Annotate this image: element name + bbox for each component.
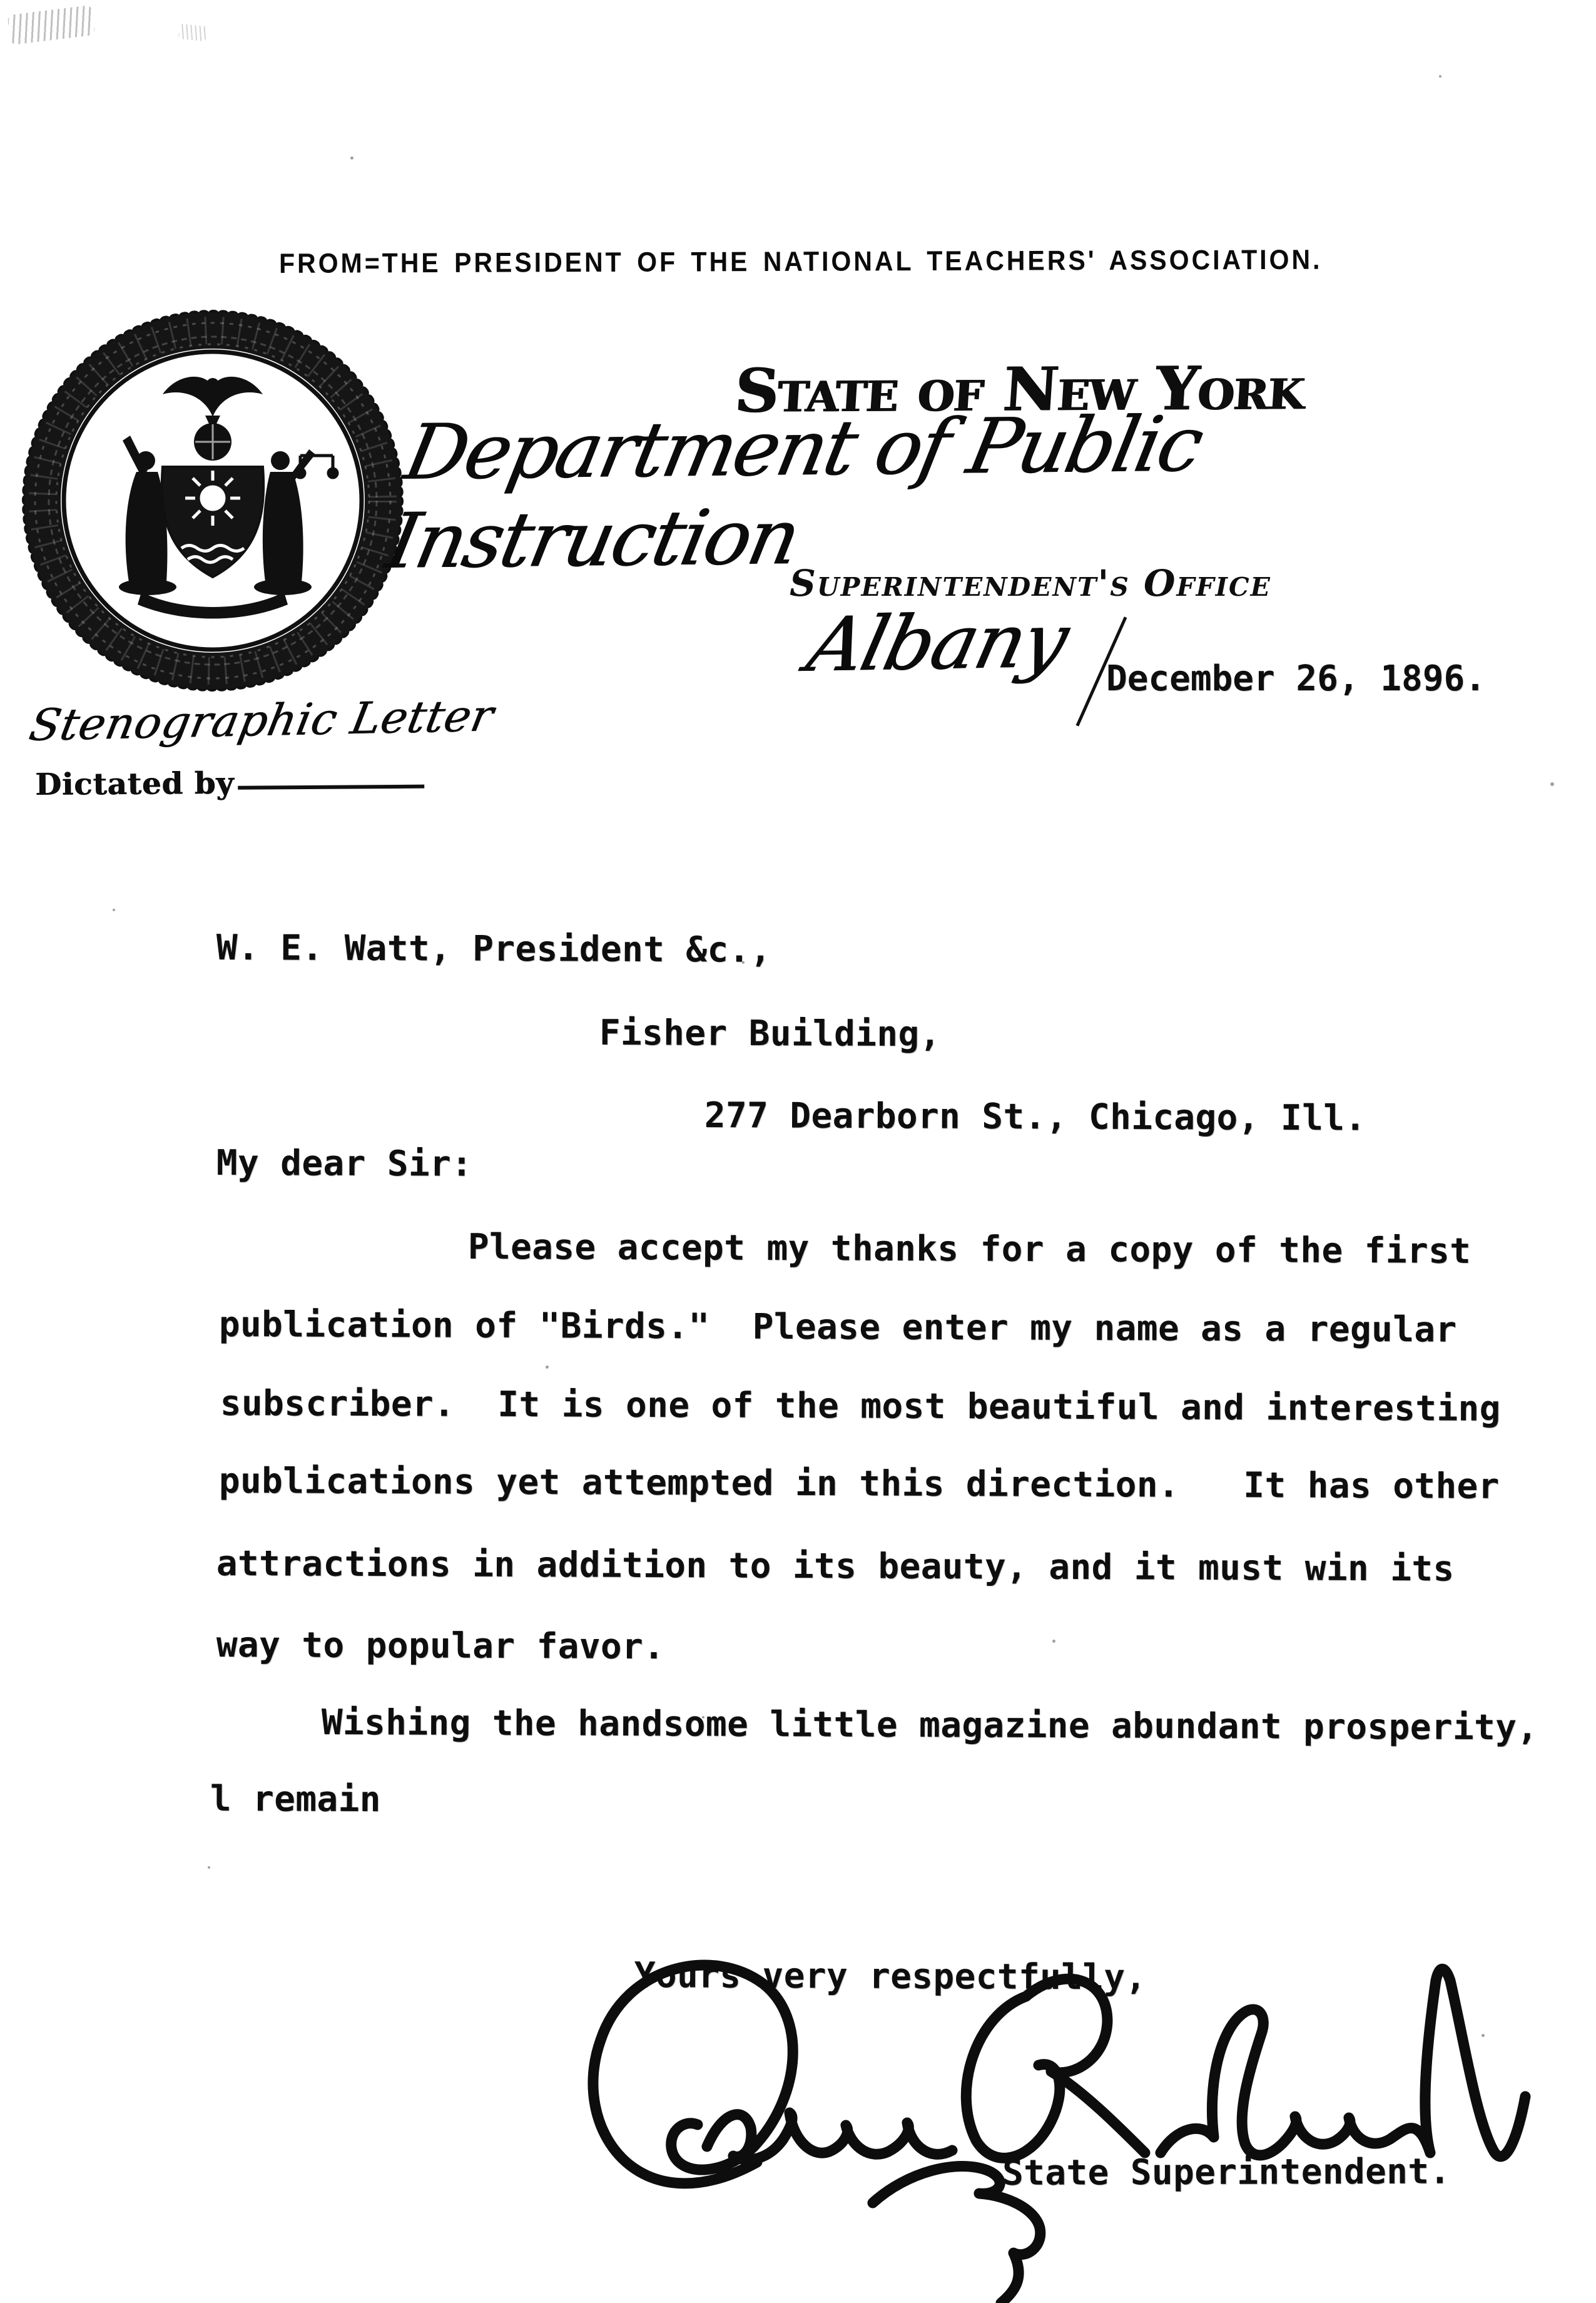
handwritten-signature [563,1940,1596,2303]
body-line: subscriber. It is one of the most beautiful and interesting [220,1383,1501,1429]
ink-speck [1439,75,1441,78]
dictated-by-text: Dictated by [35,765,235,802]
letterhead-office-line: Superintendent's Office [790,562,1271,605]
letterhead-state-title: State of New York [732,352,1306,426]
masthead-title: FROM=THE PRESIDENT OF THE NATIONAL TEACHERS' ASSOCIATION. [279,243,1323,279]
letterhead-department-script: Department of Public Instruction [379,399,1209,586]
dictated-by-label [35,765,424,802]
ink-speck [350,156,353,160]
body-line: Wishing the handsome little magazine abundant prosperity, [321,1702,1538,1749]
new-york-state-seal-icon [18,299,409,703]
body-line: l remain [210,1779,381,1820]
recipient-line: Fisher Building, [599,1013,941,1055]
body-line: Please accept my thanks for a copy of the first [467,1227,1471,1272]
scan-smudge [8,5,96,45]
stenographic-letter-label: Stenographic Letter [25,690,498,751]
body-line: attractions in addition to its beauty, and it must win its [216,1543,1455,1590]
signature-title-line: State Superintendent. [1002,2151,1451,2193]
dictated-by-blank-line [238,782,424,790]
ink-speck [1550,782,1554,786]
body-line: way to popular favor. [216,1625,665,1668]
letter-date: December 26, 1896. [1106,658,1486,699]
scan-smudge [178,24,207,41]
ink-speck [546,1366,549,1369]
ink-speck [113,909,115,911]
letterhead-place-script: Albany [799,597,1075,689]
body-line: publications yet attempted in this direction. It has other [218,1461,1500,1507]
recipient-line: W. E. Watt, President &c., [216,927,772,971]
ink-speck [208,1866,210,1869]
closing-line: Yours very respectfully, [634,1955,1147,1998]
body-line: publication of "Birds." Please enter my name as a regular [218,1304,1457,1351]
ink-speck [1052,1640,1055,1643]
recipient-line: 277 Dearborn St., Chicago, Ill. [704,1095,1366,1139]
salutation-line: My dear Sir: [216,1143,473,1185]
